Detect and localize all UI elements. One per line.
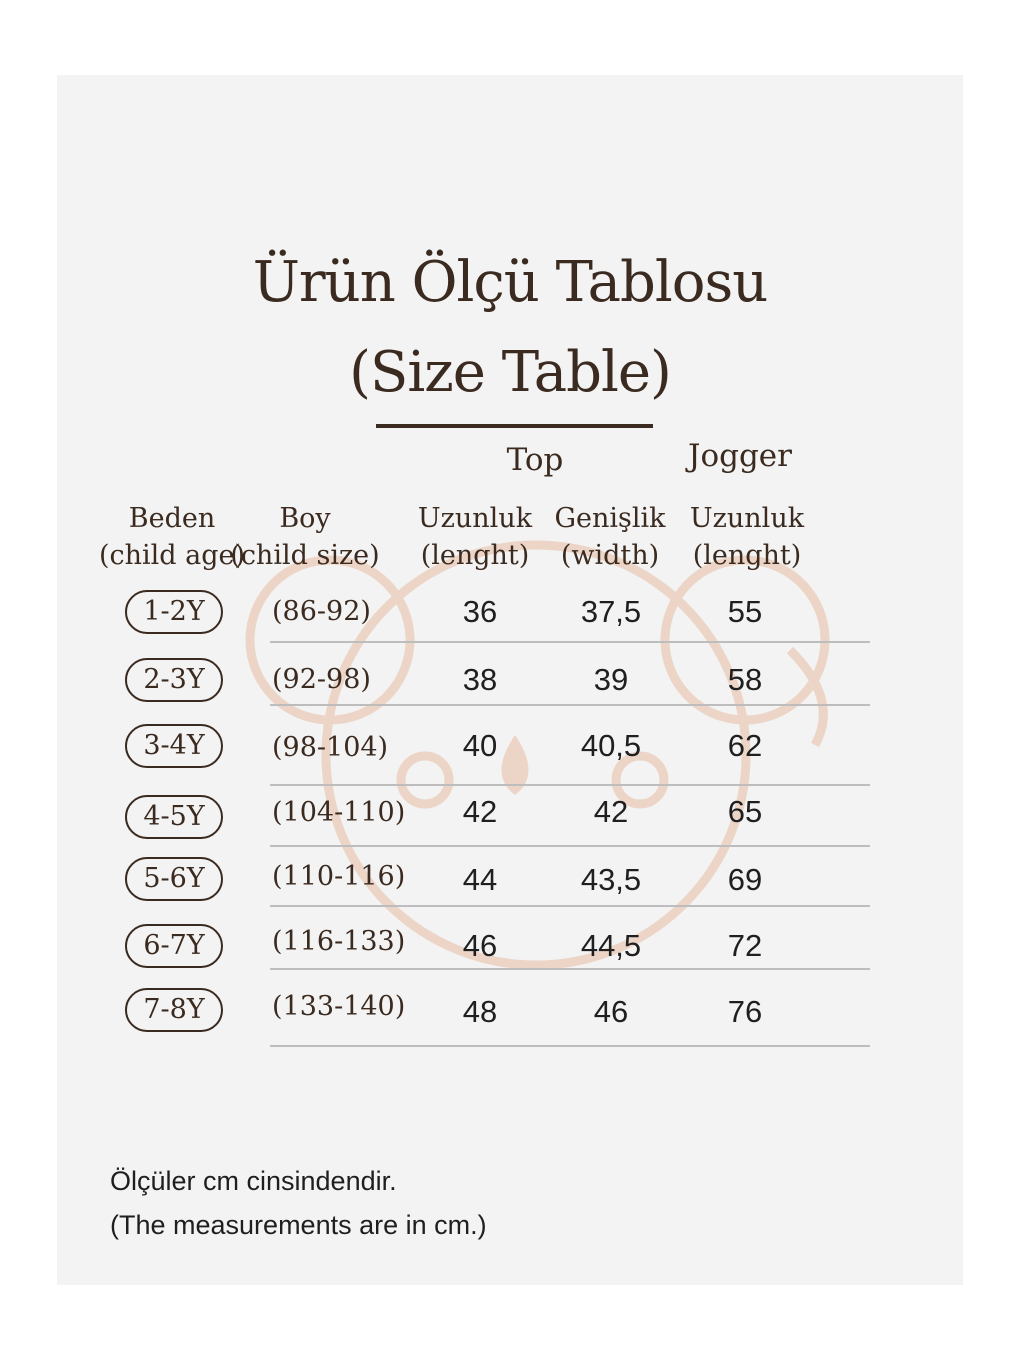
row-separator [270,641,870,643]
jogger-length: 55 [727,594,763,629]
title-underline [376,424,653,428]
top-width: 46 [593,994,629,1029]
age-badge: 5-6Y [125,857,223,901]
jogger-length: 76 [727,994,763,1029]
top-length: 42 [462,794,498,829]
age-badge: 6-7Y [125,924,223,968]
group-header-top: Top [506,442,564,478]
size-range: (92-98) [272,664,371,695]
jogger-length: 72 [727,928,763,963]
top-width: 40,5 [580,728,642,763]
size-range: (104-110) [272,797,406,828]
group-header-jogger: Jogger [688,438,792,474]
jogger-length: 58 [727,662,763,697]
row-separator [270,704,870,706]
row-separator [270,784,870,786]
note-turkish: Ölçüler cm cinsindendir. [110,1166,397,1196]
age-badge: 2-3Y [125,658,223,702]
top-length: 44 [462,862,498,897]
top-length: 36 [462,594,498,629]
header-top-genislik: Genişlik (width) [554,503,666,571]
size-range: (86-92) [272,596,371,627]
row-separator [270,905,870,907]
page-subtitle: (Size Table) [349,340,671,405]
header-boy: Boy (child size) [230,503,380,571]
top-length: 46 [462,928,498,963]
row-separator [270,1045,870,1047]
age-badge: 7-8Y [125,988,223,1032]
size-range: (98-104) [272,732,389,763]
top-width: 43,5 [580,862,642,897]
top-width: 37,5 [580,594,642,629]
top-length: 38 [462,662,498,697]
top-width: 44,5 [580,928,642,963]
age-badge: 4-5Y [125,795,223,839]
size-range: (110-116) [272,861,406,892]
size-range: (133-140) [272,991,406,1022]
jogger-length: 62 [727,728,763,763]
size-range: (116-133) [272,926,406,957]
note-english: (The measurements are in cm.) [110,1210,487,1240]
top-length: 48 [462,994,498,1029]
header-top-uzunluk: Uzunluk (lenght) [417,503,533,571]
header-jogger-uzunluk: Uzunluk (lenght) [689,503,805,571]
page-title: Ürün Ölçü Tablosu [252,250,768,315]
top-width: 42 [593,794,629,829]
row-separator [270,845,870,847]
jogger-length: 65 [727,794,763,829]
jogger-length: 69 [727,862,763,897]
top-width: 39 [593,662,629,697]
header-beden: Beden (child age) [98,503,246,571]
row-separator [270,968,870,970]
age-badge: 1-2Y [125,590,223,634]
top-length: 40 [462,728,498,763]
age-badge: 3-4Y [125,724,223,768]
